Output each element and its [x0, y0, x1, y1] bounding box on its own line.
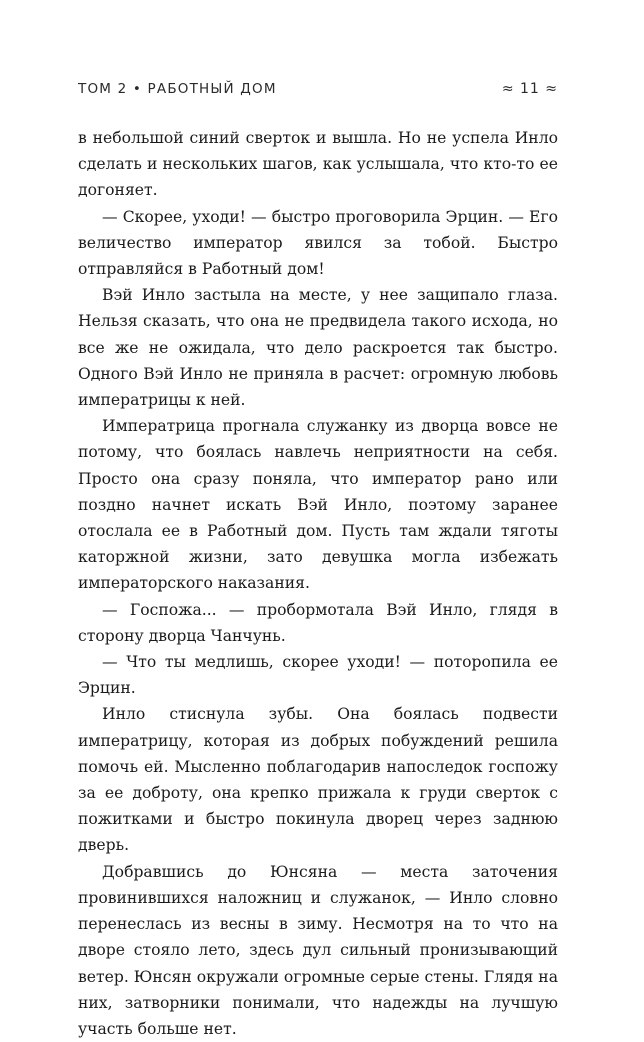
paragraph: — Скорее, уходи! — быстро проговорила Эрцин. — Его величество император явился за тобой. Быстро отправляйся в Работный дом! — [78, 207, 558, 279]
running-head — [78, 78, 558, 100]
page-number: ≈ 11 ≈ — [501, 81, 558, 97]
paragraph: Вэй Инло застыла на месте, у нее защипало глаза. Нельзя сказать, что она не предвидела такого исхода, но все же не ожидала, что дело раскроется так быстро. Одного Вэй Инло не приняла в расчет: огромную любовь императрицы к ней. — [78, 286, 558, 410]
paragraph: Императрица прогнала служанку из дворца вовсе не потому, что боялась навлечь неприятности на себя. Просто она сразу поняла, что император рано или поздно начнет искать Вэй Инло, поэтому заранее отослала ее в Работный дом. Пусть там ждали тяготы каторжной жизни, зато девушка могла избежать императорского наказания. — [78, 417, 558, 593]
paragraph: в небольшой синий сверток и вышла. Но не успела Инло сделать и нескольких шагов, как услышала, что кто-то ее догоняет. — [78, 129, 558, 200]
body-text — [78, 125, 558, 1042]
paragraph: Инло стиснула зубы. Она боялась подвести императрицу, которая из добрых побуждений решила помочь ей. Мысленно поблагодарив напоследок госпожу за ее доброту, она крепко прижала к груди сверток с пожитками и быстро покинула дворец через заднюю дверь. — [78, 705, 558, 855]
running-title: ТОМ 2 • РАБОТНЫЙ ДОМ — [78, 81, 277, 97]
paragraph: Добравшись до Юнсяна — места заточения провинившихся наложниц и служанок, — Инло словно перенеслась из весны в зиму. Несмотря на то что на дворе стояло лето, здесь дул сильный пронизывающий ветер. Юнсян окружали огромные серые стены. Глядя на них, затворники понимали, что надежды на лучшую участь больше нет. — [78, 862, 558, 1038]
paragraph: — Госпожа... — пробормотала Вэй Инло, глядя в сторону дворца Чанчунь. — [78, 600, 558, 645]
paragraph: — Что ты медлишь, скорее уходи! — поторопила ее Эрцин. — [78, 653, 558, 698]
